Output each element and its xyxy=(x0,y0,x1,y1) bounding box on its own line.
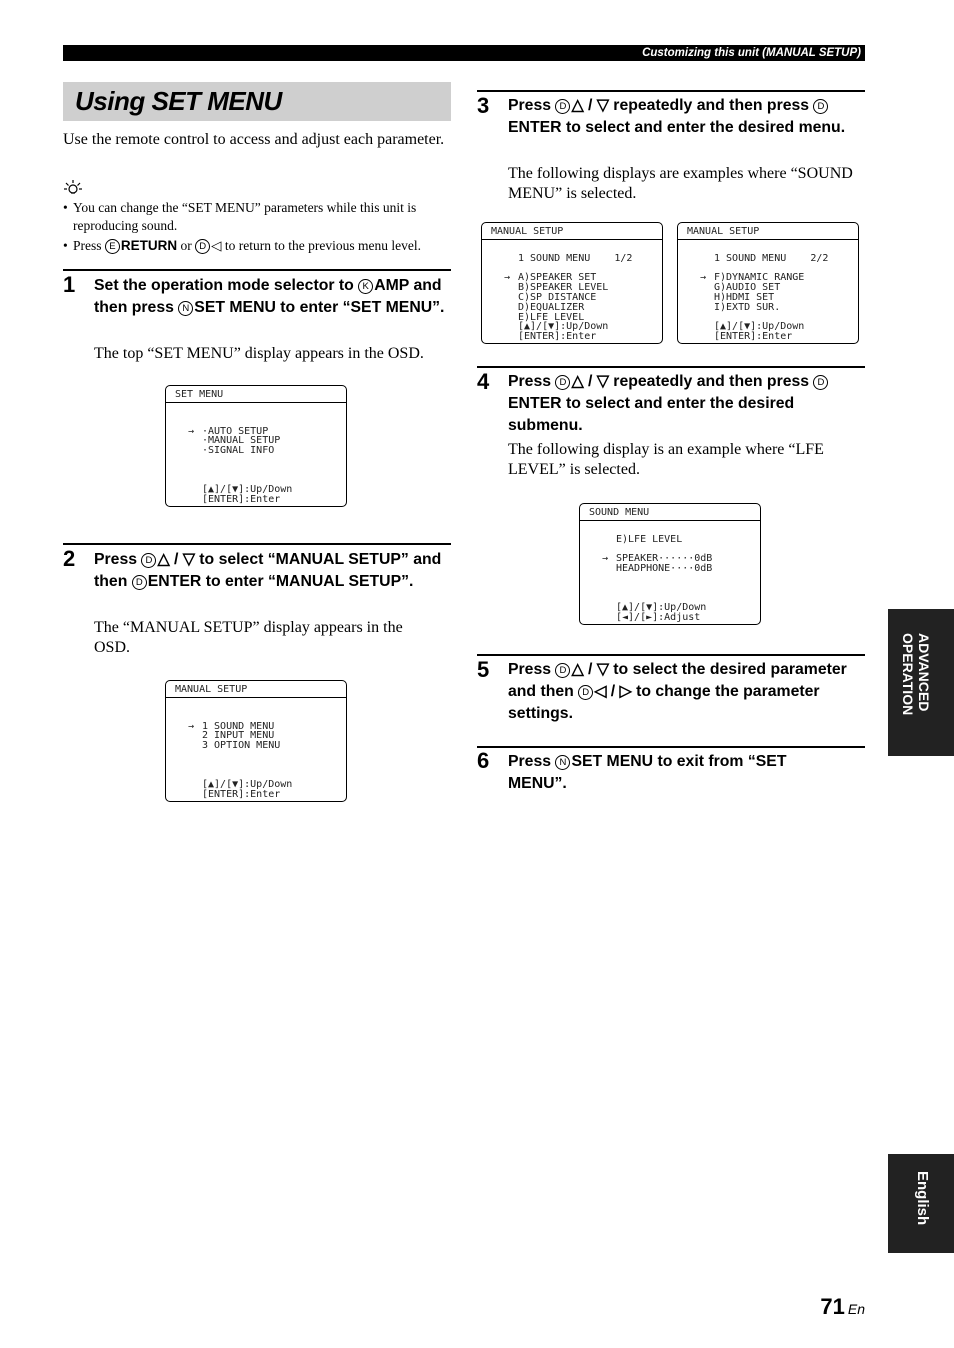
step-5-heading: Press D △ / ▽ to select the desired parameter and then D ◁ / ▷ to change the parameter settings. xyxy=(508,661,847,722)
step-divider xyxy=(63,543,451,545)
left-right-arrows-icon: ◁ / ▷ xyxy=(594,683,632,700)
osd-line: ·MANUAL SETUP xyxy=(202,435,281,446)
key-d-icon: D xyxy=(555,99,570,114)
step-1-body: The top “SET MENU” display appears in the OSD. xyxy=(94,345,424,362)
step-number: 5 xyxy=(477,657,490,682)
osd-line: HEADPHONE····0dB xyxy=(616,563,713,574)
osd-sound-menu-page-2 xyxy=(677,222,859,344)
osd-manual-setup xyxy=(165,680,347,802)
side-tab-advanced-operation xyxy=(888,609,954,756)
hint-text: You can change the “SET MENU” parameters while this unit is reproducing sound. xyxy=(73,200,417,233)
key-d-icon: D xyxy=(813,99,828,114)
osd-title: MANUAL SETUP xyxy=(175,684,248,695)
osd-line: G)AUDIO SET xyxy=(714,282,781,293)
osd-cursor: → xyxy=(188,721,195,732)
side-tab-english xyxy=(888,1154,954,1253)
osd-line: I)EXTD SUR. xyxy=(714,302,781,313)
section-title: Using SET MENU xyxy=(63,82,451,121)
osd-cursor: → xyxy=(602,553,609,564)
step-number: 6 xyxy=(477,748,490,773)
page-number: 71 En xyxy=(820,1294,865,1319)
side-tab-label: English xyxy=(914,1171,931,1226)
step-divider xyxy=(477,746,865,748)
osd-nav-hint: [▲]/[▼]:Up/Down xyxy=(714,321,805,332)
osd-line: C)SP DISTANCE xyxy=(518,292,597,303)
key-k-icon: K xyxy=(358,279,373,294)
osd-line: A)SPEAKER SET xyxy=(518,272,597,283)
step-number: 1 xyxy=(63,272,76,297)
osd-nav-hint: [ENTER]:Enter xyxy=(202,789,281,800)
osd-nav-hint: [◄]/[►]:Adjust xyxy=(616,612,701,623)
osd-cursor: → xyxy=(504,272,511,283)
intro-paragraph: Use the remote control to access and adjust each parameter. xyxy=(63,131,445,148)
step-divider xyxy=(477,654,865,656)
key-d-icon: D xyxy=(813,375,828,390)
up-down-arrows-icon: △ / ▽ xyxy=(157,551,195,568)
key-d-icon: D xyxy=(555,375,570,390)
side-tab-label: ADVANCED OPERATION xyxy=(900,633,932,716)
osd-line: D)EQUALIZER xyxy=(518,302,585,313)
hint-item: • You can change the “SET MENU” parameters while this unit is reproducing sound. xyxy=(63,200,417,233)
running-header: Customizing this unit (MANUAL SETUP) xyxy=(63,45,865,61)
step-2-heading: Press D △ / ▽ to select “MANUAL SETUP” and then D ENTER to enter “MANUAL SETUP”. xyxy=(94,551,442,590)
osd-line: F)DYNAMIC RANGE xyxy=(714,272,805,283)
key-e-icon: E xyxy=(105,239,120,254)
left-arrow-icon: ◁ xyxy=(211,238,222,253)
step-6-heading: Press N SET MENU to exit from “SET MENU”. xyxy=(508,753,787,792)
step-4-body: The following display is an example where “LFE LEVEL” is selected. xyxy=(508,441,824,478)
key-n-icon: N xyxy=(178,301,193,316)
step-4-heading: Press D △ / ▽ repeatedly and then press DENTER to select and enter the desired submenu. xyxy=(508,371,864,437)
step-2-body: The “MANUAL SETUP” display appears in the OSD. xyxy=(94,619,403,656)
osd-header: 1 SOUND MENU 2/2 xyxy=(714,253,829,264)
osd-line: 3 OPTION MENU xyxy=(202,740,281,751)
osd-lfe-level xyxy=(579,503,761,625)
osd-nav-hint: [ENTER]:Enter xyxy=(202,494,281,505)
osd-nav-hint: [▲]/[▼]:Up/Down xyxy=(518,321,609,332)
osd-title: SET MENU xyxy=(175,389,224,400)
osd-line: E)LFE LEVEL xyxy=(518,312,585,323)
key-n-icon: N xyxy=(555,755,570,770)
osd-line: ·AUTO SETUP xyxy=(202,426,269,437)
osd-nav-hint: [▲]/[▼]:Up/Down xyxy=(202,779,293,790)
key-d-icon: D xyxy=(555,663,570,678)
osd-header: E)LFE LEVEL xyxy=(616,534,683,545)
up-down-arrows-icon: △ / ▽ xyxy=(571,373,609,390)
osd-nav-hint: [ENTER]:Enter xyxy=(714,331,793,342)
osd-cursor: → xyxy=(700,272,707,283)
osd-title: MANUAL SETUP xyxy=(687,226,760,237)
step-divider xyxy=(63,269,451,271)
step-3-body: The following displays are examples where “SOUND MENU” is selected. xyxy=(508,165,853,202)
osd-nav-hint: [ENTER]:Enter xyxy=(518,331,597,342)
hint-bulb-icon xyxy=(63,178,83,196)
hint-text: Press xyxy=(73,238,102,253)
osd-header: 1 SOUND MENU 1/2 xyxy=(518,253,633,264)
hint-list xyxy=(63,199,453,257)
osd-title: MANUAL SETUP xyxy=(491,226,564,237)
return-key-label: RETURN xyxy=(120,238,178,253)
step-1-heading: Set the operation mode selector to K AMP and then press N SET MENU to enter “SET MENU”. xyxy=(94,277,445,316)
hint-text: to return to the previous menu level. xyxy=(224,238,421,253)
osd-line: ·SIGNAL INFO xyxy=(202,445,275,456)
key-d-icon: D xyxy=(195,239,210,254)
step-divider xyxy=(477,366,865,368)
osd-title: SOUND MENU xyxy=(589,507,650,518)
osd-line: SPEAKER······0dB xyxy=(616,553,713,564)
osd-line: 1 SOUND MENU xyxy=(202,721,275,732)
hint-item: • Press E RETURN or D ◁ to return to the previous menu level. xyxy=(63,238,421,253)
up-down-arrows-icon: △ / ▽ xyxy=(571,661,609,678)
up-down-arrows-icon: △ / ▽ xyxy=(571,97,609,114)
osd-cursor: → xyxy=(188,426,195,437)
osd-line: B)SPEAKER LEVEL xyxy=(518,282,609,293)
key-d-icon: D xyxy=(132,575,147,590)
step-3-heading: Press D △ / ▽ repeatedly and then press DENTER to select and enter the desired menu. xyxy=(508,97,846,136)
key-d-icon: D xyxy=(141,553,156,568)
osd-set-menu xyxy=(165,385,347,507)
osd-line: H)HDMI SET xyxy=(714,292,775,303)
step-divider xyxy=(477,90,865,92)
step-number: 2 xyxy=(63,546,76,571)
osd-nav-hint: [▲]/[▼]:Up/Down xyxy=(202,484,293,495)
osd-line: 2 INPUT MENU xyxy=(202,730,275,741)
hint-text: or xyxy=(180,238,192,253)
key-d-icon: D xyxy=(578,685,593,700)
step-number: 3 xyxy=(477,93,490,118)
osd-nav-hint: [▲]/[▼]:Up/Down xyxy=(616,602,707,613)
step-number: 4 xyxy=(477,369,490,394)
osd-sound-menu-page-1 xyxy=(481,222,663,344)
